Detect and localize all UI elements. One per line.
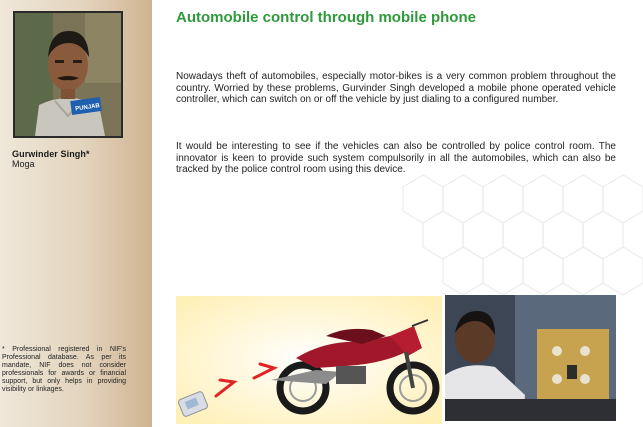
sidebar	[0, 0, 152, 427]
article-title: Automobile control through mobile phone	[176, 9, 476, 26]
footnote: * Professional registered in NIF's Professional database. As per its mandate, NIF does not consider professionals for awards or financial support, but only helps in providing visibility or linkages.	[2, 346, 126, 393]
innovator-place: Moga	[12, 159, 35, 169]
article-paragraph-1: Nowadays theft of automobiles, especially motor-bikes is a very common problem throughout the country. Worried by these problems, Gurvinder Singh developed a mobile phone operated vehicle controller, which can switch on or off the vehicle by just dialing to a configured number.	[176, 71, 616, 105]
motorbike-illustration	[176, 296, 442, 424]
control-panel	[537, 329, 609, 399]
innovator-photo	[13, 11, 123, 138]
article-paragraph-2: It would be interesting to see if the vehicles can also be controlled by police control room. The innovator is keen to provide such system compulsorily in all the automobiles, which can also be tracked by the police control room using this device.	[176, 141, 616, 175]
innovator-name: Gurwinder Singh*	[12, 149, 90, 159]
innovator-at-work-photo	[445, 295, 616, 421]
portrait-image	[15, 13, 121, 136]
main-content	[152, 0, 643, 427]
mic-label: PUNJAB	[74, 103, 101, 113]
